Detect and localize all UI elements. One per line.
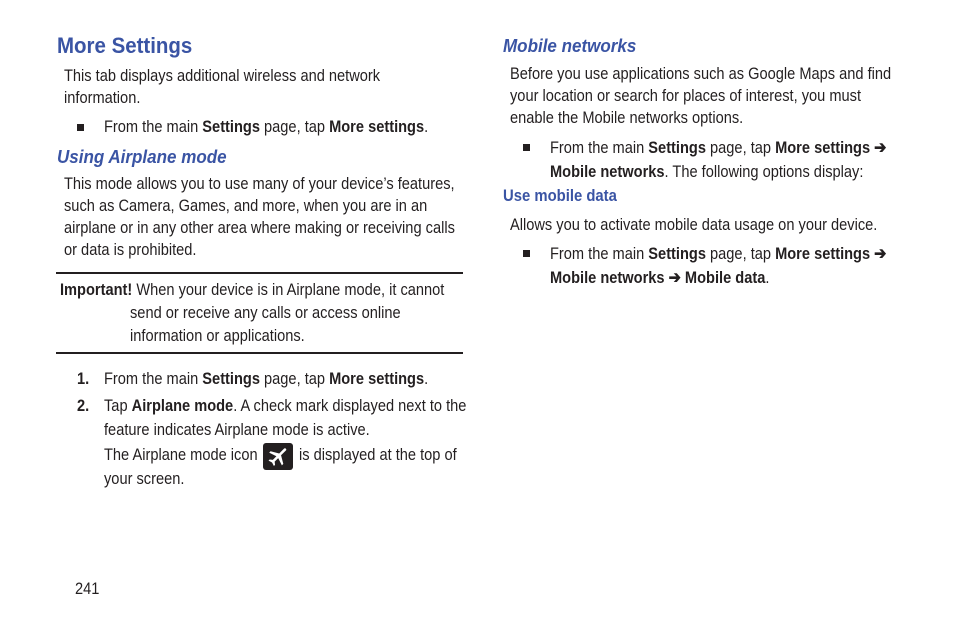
bullet-marker	[523, 144, 530, 151]
airplane-mode-heading: Using Airplane mode	[57, 146, 227, 167]
important-note: Important! When your device is in Airplane mode, it cannot	[60, 280, 445, 299]
important-note-continued: send or receive any calls or access online information or applications.	[130, 303, 401, 345]
bullet-more-settings: From the main Settings page, tap More settings.	[104, 117, 429, 136]
step-1-text: From the main Settings page, tap More settings.	[104, 369, 429, 388]
use-mobile-data-heading: Use mobile data	[503, 187, 617, 205]
step-2-text-line4: your screen.	[104, 469, 185, 488]
intro-paragraph: This tab displays additional wireless and network information.	[64, 66, 381, 107]
step-1-number: 1.	[77, 369, 90, 388]
important-bottom-rule	[56, 352, 463, 354]
bullet-marker	[77, 124, 84, 131]
airplane-icon-sentence-start: The Airplane mode icon	[104, 445, 258, 464]
bullet-mobile-networks: From the main Settings page, tap More settings ➔ Mobile networks. The following options display:	[550, 138, 887, 181]
use-mobile-data-paragraph: Allows you to activate mobile data usage on your device.	[510, 215, 878, 234]
bullet-mobile-data: From the main Settings page, tap More settings ➔ Mobile networks ➔ Mobile data.	[550, 244, 887, 287]
important-label: Important!	[60, 280, 133, 299]
important-top-rule	[56, 272, 463, 274]
step-2-text: Tap Airplane mode. A check mark displayed next to the	[104, 396, 467, 415]
airplane-icon	[263, 443, 293, 470]
step-2-text-line2: feature indicates Airplane mode is active.	[104, 420, 370, 439]
airplane-mode-paragraph: This mode allows you to use many of your device’s features, such as Camera, Games, and more, when you are in an airplane or in any other area where making or receiving calls or data is prohibited.	[64, 174, 455, 259]
airplane-icon-sentence-end: is displayed at the top of	[299, 445, 457, 464]
bullet-marker	[523, 250, 530, 257]
mobile-networks-heading: Mobile networks	[503, 35, 637, 56]
page-number: 241	[75, 579, 100, 598]
mobile-networks-paragraph: Before you use applications such as Google Maps and find your location or search for places of interest, you must enable the Mobile networks options.	[510, 64, 892, 127]
step-2-number: 2.	[77, 396, 90, 415]
page-title: More Settings	[57, 33, 193, 58]
